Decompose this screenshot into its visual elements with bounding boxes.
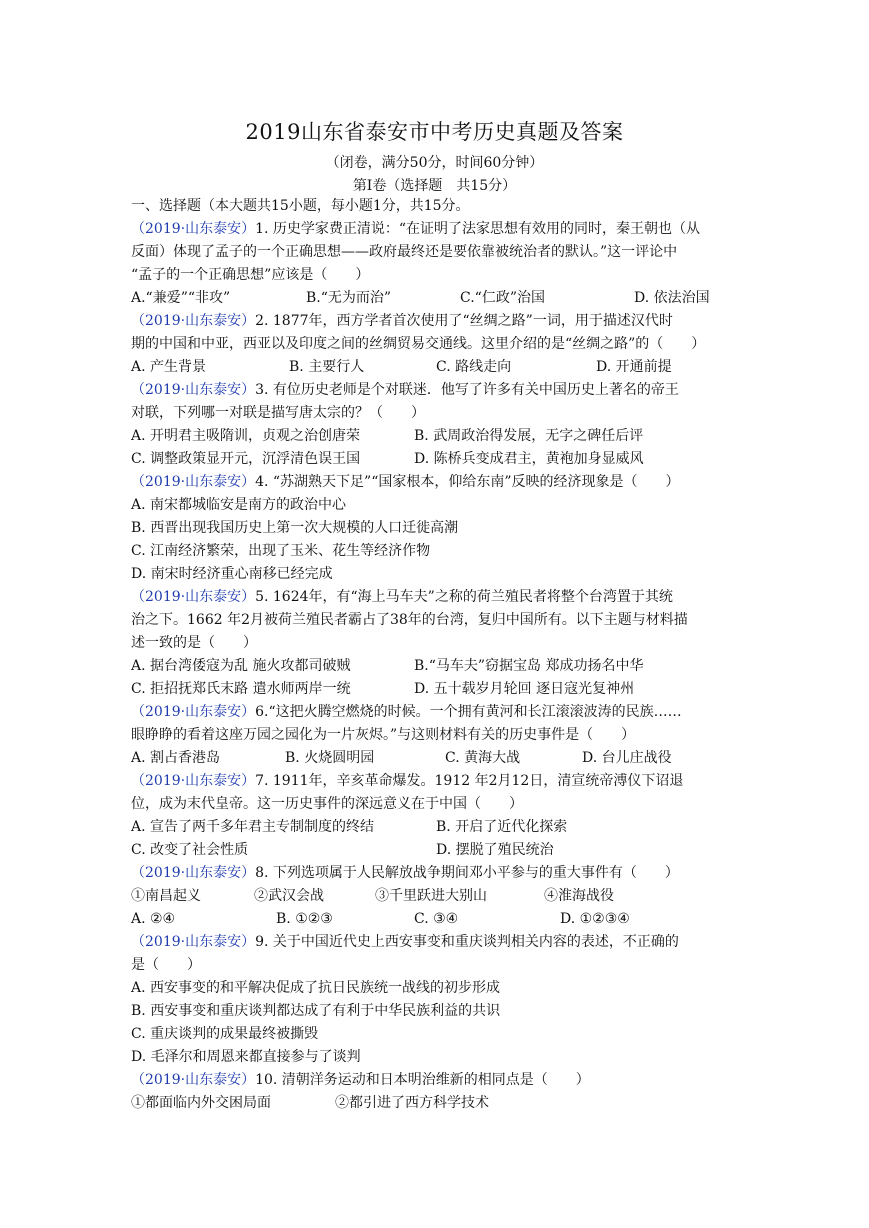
- q6-option-a: A. 割占香港岛: [131, 750, 221, 766]
- q4-line1: （2019·山东泰安）4. “苏湖熟天下足”“国家根本，仰给东南”反映的经济现象是（ ）: [131, 474, 680, 490]
- q1-line1: （2019·山东泰安）1. 历史学家费正清说：“在证明了法家思想有效用的同时，秦王朝也（从: [131, 221, 701, 237]
- q2-option-c: C. 路线走向: [436, 359, 512, 375]
- q1-option-b: B.“无为而治”: [306, 290, 392, 306]
- q5-option-d: D. 五十载岁月轮回 逐日寇光复神州: [414, 681, 635, 697]
- q6-option-d: D. 台儿庄战役: [582, 750, 672, 766]
- q3-option-c: C. 调整政策显开元，沉浮清色误王国: [131, 451, 361, 467]
- source-tag: （2019·山东泰安）: [131, 1072, 256, 1088]
- q2-option-a: A. 产生背景: [131, 359, 207, 375]
- q9-line2: 是（ ）: [131, 957, 201, 973]
- q5-option-c: C. 拒招抚郑氏末路 遣水师两岸一统: [131, 681, 351, 697]
- q3-option-d: D. 陈桥兵变成君主，黄袍加身显威风: [414, 451, 644, 467]
- part-intro: 一、选择题（本大题共15小题，每小题1分，共15分。: [131, 198, 470, 214]
- q6-option-c: C. 黄海大战: [445, 750, 521, 766]
- q7-option-c: C. 改变了社会性质: [131, 842, 249, 858]
- q7-option-d: D. 摆脱了殖民统治: [436, 842, 554, 858]
- source-tag: （2019·山东泰安）: [131, 474, 256, 490]
- q10-item-1: ①都面临内外交困局面: [131, 1095, 271, 1111]
- q8-item-3: ③千里跃进大别山: [375, 888, 487, 904]
- q6-line1: （2019·山东泰安）6.“这把火腾空燃烧的时候。一个拥有黄河和长江滚滚波涛的民族……: [131, 704, 682, 720]
- q8-option-b: B. ①②③: [276, 911, 333, 927]
- source-tag: （2019·山东泰安）: [131, 934, 256, 950]
- q5-option-b: B.“马车夫”窃据宝岛 郑成功扬名中华: [414, 658, 644, 674]
- q9-option-b: B. 西安事变和重庆谈判都达成了有利于中华民族利益的共识: [131, 1003, 501, 1019]
- q8-option-d: D. ①②③④: [560, 911, 630, 927]
- q4-option-c: C. 江南经济繁荣，出现了玉米、花生等经济作物: [131, 543, 431, 559]
- q3-option-b: B. 武周政治得发展，无字之碑任后评: [414, 428, 644, 444]
- source-tag: （2019·山东泰安）: [131, 382, 256, 398]
- q6-option-b: B. 火烧圆明园: [285, 750, 375, 766]
- q5-option-a: A. 据台湾倭寇为乱 施火攻都司破贼: [131, 658, 351, 674]
- q8-option-c: C. ③④: [414, 911, 459, 927]
- q10-item-2: ②都引进了西方科学技术: [335, 1095, 489, 1111]
- q2-line1: （2019·山东泰安）2. 1877年，西方学者首次使用了“丝绸之路”一词，用于描述汉代时: [131, 313, 673, 329]
- q1-line3: “孟子的一个正确思想”应该是（ ）: [131, 267, 370, 283]
- q8-item-4: ④淮海战役: [544, 888, 614, 904]
- q2-line2: 期的中国和中亚，西亚以及印度之间的丝绸贸易交通线。这里介绍的是“丝绸之路”的（ ）: [131, 336, 706, 352]
- source-tag: （2019·山东泰安）: [131, 704, 256, 720]
- q9-option-d: D. 毛泽尔和周恩来都直接参与了谈判: [131, 1049, 361, 1065]
- q3-line1: （2019·山东泰安）3. 有位历史老师是个对联迷．他写了许多有关中国历史上著名的帝王: [131, 382, 679, 398]
- document-title: 2019山东省泰安市中考历史真题及答案: [245, 120, 624, 144]
- q7-line1: （2019·山东泰安）7. 1911年，辛亥革命爆发。1912 年2月12日，清宣统帝溥仪下诏退: [131, 773, 684, 789]
- q1-option-c: C.“仁政”治国: [460, 290, 545, 306]
- q4-option-d: D. 南宋时经济重心南移已经完成: [131, 566, 333, 582]
- q8-item-1: ①南昌起义: [131, 888, 201, 904]
- source-tag: （2019·山东泰安）: [131, 589, 256, 605]
- q9-option-a: A. 西安事变的和平解决促成了抗日民族统一战线的初步形成: [131, 980, 501, 996]
- q8-line1: （2019·山东泰安）8. 下列选项属于人民解放战争期间邓小平参与的重大事件有（ ）: [131, 865, 679, 881]
- q5-line3: 述一致的是（ ）: [131, 635, 257, 651]
- q1-line2: 反面）体现了孟子的一个正确思想——政府最终还是要依靠被统治者的默认。”这一评论中: [131, 244, 678, 260]
- q7-line2: 位，成为末代皇帝。这一历史事件的深远意义在于中国（ ）: [131, 796, 523, 812]
- q6-line2: 眼睁睁的看着这座万园之园化为一片灰烬。”与这则材料有关的历史事件是（ ）: [131, 727, 636, 743]
- q3-option-a: A. 开明君主吸隋训，贞观之治创唐荣: [131, 428, 361, 444]
- q10-line1: （2019·山东泰安）10. 清朝洋务运动和日本明治维新的相同点是（ ）: [131, 1072, 590, 1088]
- q2-option-b: B. 主要行人: [289, 359, 365, 375]
- q9-option-c: C. 重庆谈判的成果最终被撕毁: [131, 1026, 319, 1042]
- source-tag: （2019·山东泰安）: [131, 221, 256, 237]
- source-tag: （2019·山东泰安）: [131, 773, 256, 789]
- q7-option-b: B. 开启了近代化探索: [436, 819, 568, 835]
- exam-info: （闭卷，满分50分，时间60分钟）: [325, 155, 544, 171]
- q8-item-2: ②武汉会战: [254, 888, 324, 904]
- q2-option-d: D. 开通前提: [596, 359, 672, 375]
- q3-line2: 对联，下列哪一对联是描写唐太宗的？（ ）: [131, 405, 425, 421]
- section-header: 第Ⅰ卷（选择题 共15分）: [352, 178, 517, 194]
- q9-line1: （2019·山东泰安）9. 关于中国近代史上西安事变和重庆谈判相关内容的表述，不正确的: [131, 934, 679, 950]
- q4-option-a: A. 南宋都城临安是南方的政治中心: [131, 497, 347, 513]
- q1-option-a: A.“兼爱”“非攻”: [131, 290, 231, 306]
- q5-line2: 治之下。1662 年2月被荷兰殖民者霸占了38年的台湾，复归中国所有。以下主题与材料描: [131, 612, 688, 628]
- q5-line1: （2019·山东泰安）5. 1624年，有“海上马车夫”之称的荷兰殖民者将整个台湾置于其统: [131, 589, 673, 605]
- source-tag: （2019·山东泰安）: [131, 313, 256, 329]
- q1-option-d: D. 依法治国: [634, 290, 710, 306]
- source-tag: （2019·山东泰安）: [131, 865, 256, 881]
- q7-option-a: A. 宣告了两千多年君主专制制度的终结: [131, 819, 375, 835]
- q8-option-a: A. ②④: [131, 911, 176, 927]
- q4-option-b: B. 西晋出现我国历史上第一次大规模的人口迁徙高潮: [131, 520, 459, 536]
